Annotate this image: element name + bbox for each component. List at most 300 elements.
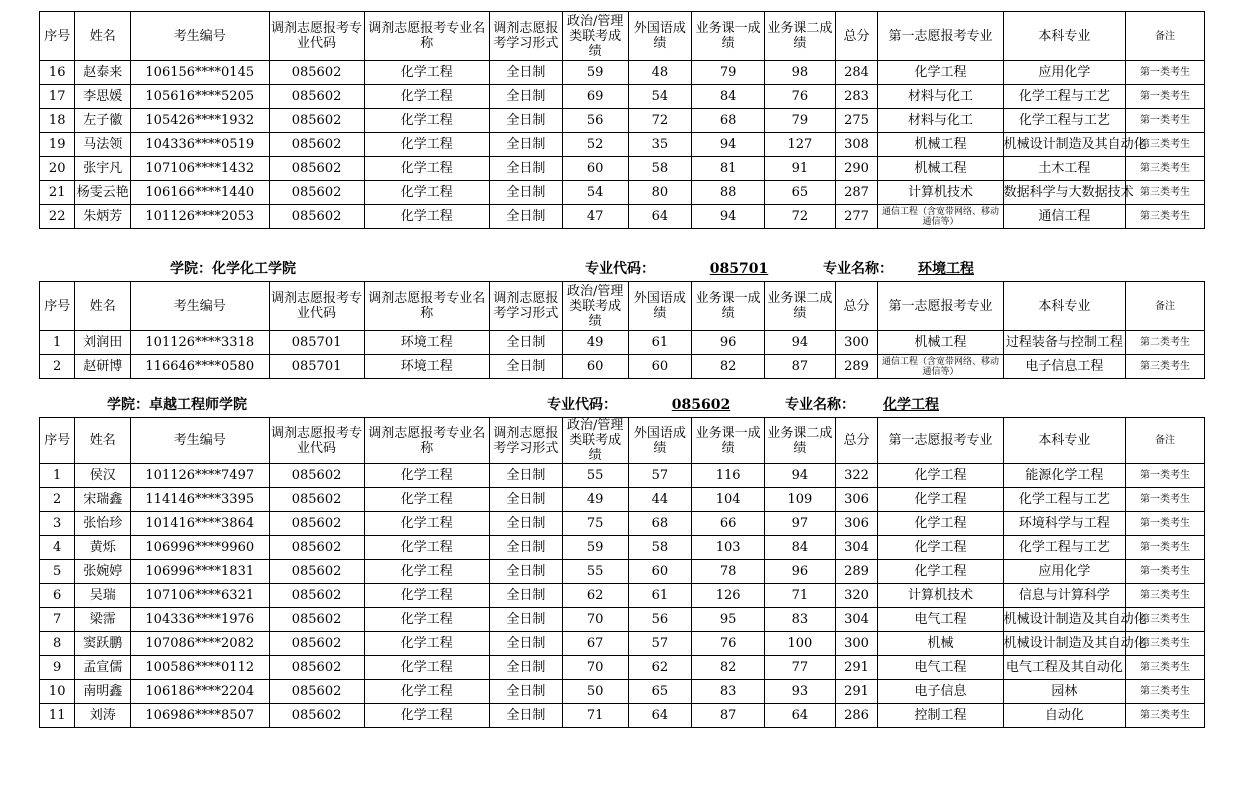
cell-foreign-language-score: 60: [628, 355, 692, 379]
table-header-row: [40, 12, 1205, 61]
cell-remark: 第三类考生: [1126, 584, 1205, 608]
header-major-name: 调剂志愿报考专业名称: [364, 282, 489, 331]
cell-exam-id: 106156****0145: [131, 61, 270, 85]
cell-total-score: 304: [835, 536, 877, 560]
cell-name: 吴瑞: [75, 584, 131, 608]
cell-undergrad-major: 电子信息工程: [1003, 355, 1125, 379]
cell-total-score: 308: [835, 133, 877, 157]
cell-course2-score: 127: [765, 133, 836, 157]
cell-remark: 第三类考生: [1126, 355, 1205, 379]
header-course2-score: 业务课二成绩: [765, 282, 836, 331]
cell-politics-score: 70: [562, 656, 628, 680]
cell-remark: 第三类考生: [1126, 205, 1205, 229]
cell-foreign-language-score: 48: [628, 61, 692, 85]
cell-exam-id: 101126****7497: [131, 464, 270, 488]
header-total-score: 总分: [835, 282, 877, 331]
cell-undergrad-major: 信息与计算科学: [1003, 584, 1125, 608]
cell-remark: 第二类考生: [1126, 331, 1205, 355]
cell-seq: 9: [40, 656, 75, 680]
cell-exam-id: 105426****1932: [131, 109, 270, 133]
cell-politics-score: 56: [562, 109, 628, 133]
cell-foreign-language-score: 58: [628, 536, 692, 560]
cell-first-choice-major: 电子信息: [878, 680, 1003, 704]
cell-seq: 18: [40, 109, 75, 133]
header-major-name: 调剂志愿报考专业名称: [364, 418, 489, 464]
cell-seq: 2: [40, 355, 75, 379]
cell-name: 赵研博: [75, 355, 131, 379]
cell-course1-score: 81: [692, 157, 765, 181]
cell-study-mode: 全日制: [489, 464, 562, 488]
cell-study-mode: 全日制: [489, 632, 562, 656]
cell-name: 黄烁: [75, 536, 131, 560]
cell-first-choice-major: 化学工程: [878, 488, 1003, 512]
cell-major-name: 化学工程: [364, 632, 489, 656]
cell-major-name: 化学工程: [364, 464, 489, 488]
cell-remark: 第三类考生: [1126, 680, 1205, 704]
admission-table-2: [39, 281, 1205, 379]
cell-remark: 第三类考生: [1126, 181, 1205, 205]
header-course2-score: 业务课二成绩: [765, 418, 836, 464]
cell-total-score: 287: [835, 181, 877, 205]
cell-politics-score: 67: [562, 632, 628, 656]
cell-name: 左子徽: [75, 109, 131, 133]
cell-foreign-language-score: 64: [628, 704, 692, 728]
table-row: [40, 61, 1205, 85]
cell-foreign-language-score: 57: [628, 464, 692, 488]
cell-seq: 21: [40, 181, 75, 205]
major-name-label: 专业名称：: [785, 397, 855, 413]
cell-undergrad-major: 能源化学工程: [1003, 464, 1125, 488]
cell-seq: 20: [40, 157, 75, 181]
cell-study-mode: 全日制: [489, 488, 562, 512]
cell-name: 杨雯云艳: [75, 181, 131, 205]
cell-major-code: 085602: [269, 205, 364, 229]
cell-name: 刘涛: [75, 704, 131, 728]
cell-remark: 第三类考生: [1126, 656, 1205, 680]
cell-name: 张宇凡: [75, 157, 131, 181]
cell-undergrad-major: 电气工程及其自动化: [1003, 656, 1125, 680]
cell-foreign-language-score: 54: [628, 85, 692, 109]
table-row: [40, 464, 1205, 488]
cell-first-choice-major: 机械工程: [878, 157, 1003, 181]
table-row: [40, 512, 1205, 536]
cell-remark: 第一类考生: [1126, 464, 1205, 488]
cell-remark: 第三类考生: [1126, 157, 1205, 181]
cell-major-code: 085602: [269, 488, 364, 512]
cell-major-name: 化学工程: [364, 109, 489, 133]
header-politics-score: 政治/管理类联考成绩: [562, 418, 628, 464]
cell-remark: 第一类考生: [1126, 61, 1205, 85]
table-row: [40, 704, 1205, 728]
header-total-score: 总分: [835, 12, 877, 61]
cell-course2-score: 94: [765, 464, 836, 488]
cell-name: 赵泰来: [75, 61, 131, 85]
header-study-mode: 调剂志愿报考学习形式: [489, 282, 562, 331]
cell-course2-score: 98: [765, 61, 836, 85]
cell-study-mode: 全日制: [489, 560, 562, 584]
cell-major-code: 085602: [269, 536, 364, 560]
cell-major-code: 085602: [269, 464, 364, 488]
cell-total-score: 290: [835, 157, 877, 181]
cell-exam-id: 105616****5205: [131, 85, 270, 109]
cell-politics-score: 59: [562, 61, 628, 85]
cell-major-code: 085602: [269, 632, 364, 656]
cell-major-name: 化学工程: [364, 680, 489, 704]
cell-remark: 第一类考生: [1126, 512, 1205, 536]
cell-study-mode: 全日制: [489, 584, 562, 608]
cell-name: 窦跃鹏: [75, 632, 131, 656]
cell-politics-score: 49: [562, 331, 628, 355]
header-major-code: 调剂志愿报考专业代码: [269, 418, 364, 464]
cell-major-name: 化学工程: [364, 488, 489, 512]
cell-exam-id: 114146****3395: [131, 488, 270, 512]
cell-remark: 第一类考生: [1126, 488, 1205, 512]
cell-politics-score: 60: [562, 355, 628, 379]
table-row: [40, 331, 1205, 355]
cell-seq: 19: [40, 133, 75, 157]
cell-first-choice-major: 计算机技术: [878, 181, 1003, 205]
cell-exam-id: 106186****2204: [131, 680, 270, 704]
header-major-name: 调剂志愿报考专业名称: [364, 12, 489, 61]
cell-course1-score: 78: [692, 560, 765, 584]
cell-name: 朱炳芳: [75, 205, 131, 229]
cell-remark: 第一类考生: [1126, 536, 1205, 560]
admission-table-1: [39, 11, 1205, 229]
table-row: [40, 85, 1205, 109]
cell-course2-score: 77: [765, 656, 836, 680]
major-name: 环境工程: [918, 261, 974, 277]
table-row: [40, 632, 1205, 656]
college-label: 学院：: [107, 397, 149, 413]
header-foreign-language-score: 外国语成绩: [628, 12, 692, 61]
cell-foreign-language-score: 64: [628, 205, 692, 229]
cell-exam-id: 106166****1440: [131, 181, 270, 205]
cell-major-code: 085602: [269, 181, 364, 205]
cell-name: 李思媛: [75, 85, 131, 109]
cell-foreign-language-score: 44: [628, 488, 692, 512]
header-first-choice-major: 第一志愿报考专业: [878, 418, 1003, 464]
cell-name: 梁霈: [75, 608, 131, 632]
cell-course1-score: 126: [692, 584, 765, 608]
cell-study-mode: 全日制: [489, 656, 562, 680]
cell-course1-score: 94: [692, 133, 765, 157]
header-first-choice-major: 第一志愿报考专业: [878, 12, 1003, 61]
cell-name: 侯汉: [75, 464, 131, 488]
cell-course1-score: 96: [692, 331, 765, 355]
cell-first-choice-major: 电气工程: [878, 656, 1003, 680]
cell-name: 马法领: [75, 133, 131, 157]
cell-first-choice-major: 计算机技术: [878, 584, 1003, 608]
cell-seq: 17: [40, 85, 75, 109]
cell-major-name: 化学工程: [364, 608, 489, 632]
table-row: [40, 157, 1205, 181]
cell-major-code: 085602: [269, 512, 364, 536]
college-label: 学院：: [170, 261, 212, 277]
cell-foreign-language-score: 56: [628, 608, 692, 632]
section-code-3: [547, 394, 967, 414]
cell-politics-score: 62: [562, 584, 628, 608]
cell-course1-score: 83: [692, 680, 765, 704]
cell-study-mode: 全日制: [489, 85, 562, 109]
cell-foreign-language-score: 61: [628, 331, 692, 355]
cell-total-score: 289: [835, 560, 877, 584]
cell-name: 张怡珍: [75, 512, 131, 536]
major-name-label: 专业名称：: [823, 261, 893, 277]
cell-first-choice-major: 化学工程: [878, 512, 1003, 536]
header-exam-id: 考生编号: [131, 418, 270, 464]
header-major-code: 调剂志愿报考专业代码: [269, 12, 364, 61]
cell-first-choice-major: 材料与化工: [878, 109, 1003, 133]
header-undergrad-major: 本科专业: [1003, 418, 1125, 464]
cell-first-choice-major: 通信工程（含宽带网络、移动通信等）: [878, 205, 1003, 229]
cell-undergrad-major: 园林: [1003, 680, 1125, 704]
cell-undergrad-major: 机械设计制造及其自动化: [1003, 608, 1125, 632]
cell-major-name: 化学工程: [364, 656, 489, 680]
cell-first-choice-major: 材料与化工: [878, 85, 1003, 109]
cell-course1-score: 84: [692, 85, 765, 109]
cell-major-name: 化学工程: [364, 85, 489, 109]
header-foreign-language-score: 外国语成绩: [628, 418, 692, 464]
cell-course2-score: 72: [765, 205, 836, 229]
cell-exam-id: 101416****3864: [131, 512, 270, 536]
header-politics-score: 政治/管理类联考成绩: [562, 282, 628, 331]
cell-total-score: 300: [835, 632, 877, 656]
cell-course1-score: 95: [692, 608, 765, 632]
cell-total-score: 275: [835, 109, 877, 133]
table-row: [40, 133, 1205, 157]
cell-foreign-language-score: 80: [628, 181, 692, 205]
section-heading-2: [170, 258, 296, 278]
cell-undergrad-major: 化学工程与工艺: [1003, 488, 1125, 512]
cell-major-name: 化学工程: [364, 584, 489, 608]
cell-study-mode: 全日制: [489, 355, 562, 379]
cell-first-choice-major: 化学工程: [878, 464, 1003, 488]
cell-exam-id: 107086****2082: [131, 632, 270, 656]
cell-foreign-language-score: 58: [628, 157, 692, 181]
table-row: [40, 205, 1205, 229]
cell-study-mode: 全日制: [489, 61, 562, 85]
cell-total-score: 300: [835, 331, 877, 355]
cell-name: 南明鑫: [75, 680, 131, 704]
cell-exam-id: 106996****1831: [131, 560, 270, 584]
header-exam-id: 考生编号: [131, 282, 270, 331]
major-code: 085602: [671, 397, 731, 413]
table-row: [40, 181, 1205, 205]
cell-major-code: 085602: [269, 656, 364, 680]
cell-major-name: 化学工程: [364, 181, 489, 205]
header-politics-score: 政治/管理类联考成绩: [562, 12, 628, 61]
cell-major-name: 化学工程: [364, 157, 489, 181]
cell-course1-score: 82: [692, 656, 765, 680]
cell-exam-id: 104336****0519: [131, 133, 270, 157]
cell-course1-score: 68: [692, 109, 765, 133]
cell-foreign-language-score: 57: [628, 632, 692, 656]
cell-exam-id: 104336****1976: [131, 608, 270, 632]
cell-major-code: 085602: [269, 85, 364, 109]
cell-total-score: 320: [835, 584, 877, 608]
header-seq: 序号: [40, 282, 75, 331]
section-code-2: [585, 258, 999, 278]
cell-seq: 2: [40, 488, 75, 512]
cell-exam-id: 116646****0580: [131, 355, 270, 379]
cell-exam-id: 107106****6321: [131, 584, 270, 608]
table-row: [40, 680, 1205, 704]
header-study-mode: 调剂志愿报考学习形式: [489, 418, 562, 464]
cell-seq: 6: [40, 584, 75, 608]
cell-major-name: 化学工程: [364, 704, 489, 728]
cell-study-mode: 全日制: [489, 608, 562, 632]
cell-foreign-language-score: 62: [628, 656, 692, 680]
header-name: 姓名: [75, 418, 131, 464]
header-total-score: 总分: [835, 418, 877, 464]
cell-major-code: 085602: [269, 560, 364, 584]
cell-seq: 8: [40, 632, 75, 656]
cell-undergrad-major: 土木工程: [1003, 157, 1125, 181]
cell-seq: 1: [40, 331, 75, 355]
cell-major-name: 化学工程: [364, 61, 489, 85]
cell-course2-score: 84: [765, 536, 836, 560]
major-name: 化学工程: [883, 397, 939, 413]
cell-major-code: 085602: [269, 109, 364, 133]
cell-course2-score: 93: [765, 680, 836, 704]
header-seq: 序号: [40, 12, 75, 61]
cell-politics-score: 54: [562, 181, 628, 205]
cell-study-mode: 全日制: [489, 157, 562, 181]
cell-first-choice-major: 化学工程: [878, 536, 1003, 560]
cell-undergrad-major: 通信工程: [1003, 205, 1125, 229]
cell-politics-score: 60: [562, 157, 628, 181]
header-undergrad-major: 本科专业: [1003, 12, 1125, 61]
cell-undergrad-major: 化学工程与工艺: [1003, 85, 1125, 109]
major-code: 085701: [709, 261, 769, 277]
header-name: 姓名: [75, 12, 131, 61]
cell-first-choice-major: 机械: [878, 632, 1003, 656]
cell-seq: 7: [40, 608, 75, 632]
cell-seq: 1: [40, 464, 75, 488]
cell-seq: 4: [40, 536, 75, 560]
cell-total-score: 284: [835, 61, 877, 85]
cell-name: 刘润田: [75, 331, 131, 355]
cell-study-mode: 全日制: [489, 704, 562, 728]
table-row: [40, 109, 1205, 133]
cell-course1-score: 104: [692, 488, 765, 512]
cell-study-mode: 全日制: [489, 205, 562, 229]
cell-first-choice-major: 机械工程: [878, 331, 1003, 355]
cell-study-mode: 全日制: [489, 680, 562, 704]
cell-course1-score: 88: [692, 181, 765, 205]
cell-major-code: 085602: [269, 680, 364, 704]
cell-first-choice-major: 通信工程（含宽带网络、移动通信等）: [878, 355, 1003, 379]
cell-course2-score: 87: [765, 355, 836, 379]
cell-study-mode: 全日制: [489, 512, 562, 536]
table-row: [40, 560, 1205, 584]
cell-seq: 10: [40, 680, 75, 704]
cell-major-code: 085701: [269, 331, 364, 355]
cell-total-score: 291: [835, 656, 877, 680]
cell-foreign-language-score: 65: [628, 680, 692, 704]
cell-total-score: 306: [835, 512, 877, 536]
cell-undergrad-major: 环境科学与工程: [1003, 512, 1125, 536]
cell-course2-score: 94: [765, 331, 836, 355]
cell-total-score: 277: [835, 205, 877, 229]
cell-total-score: 306: [835, 488, 877, 512]
table-row: [40, 536, 1205, 560]
header-name: 姓名: [75, 282, 131, 331]
cell-total-score: 286: [835, 704, 877, 728]
cell-major-code: 085602: [269, 584, 364, 608]
college-name: 化学化工学院: [212, 261, 296, 277]
cell-exam-id: 106986****8507: [131, 704, 270, 728]
cell-study-mode: 全日制: [489, 133, 562, 157]
cell-first-choice-major: 化学工程: [878, 61, 1003, 85]
cell-study-mode: 全日制: [489, 331, 562, 355]
header-remark: 备注: [1126, 12, 1205, 61]
cell-first-choice-major: 机械工程: [878, 133, 1003, 157]
cell-seq: 5: [40, 560, 75, 584]
cell-exam-id: 101126****2053: [131, 205, 270, 229]
cell-major-code: 085602: [269, 608, 364, 632]
cell-politics-score: 55: [562, 464, 628, 488]
cell-undergrad-major: 化学工程与工艺: [1003, 536, 1125, 560]
cell-exam-id: 107106****1432: [131, 157, 270, 181]
cell-study-mode: 全日制: [489, 181, 562, 205]
major-code-label: 专业代码：: [547, 397, 617, 413]
cell-remark: 第一类考生: [1126, 85, 1205, 109]
cell-politics-score: 59: [562, 536, 628, 560]
cell-course2-score: 71: [765, 584, 836, 608]
header-major-code: 调剂志愿报考专业代码: [269, 282, 364, 331]
cell-course2-score: 109: [765, 488, 836, 512]
table-header-row: [40, 418, 1205, 464]
cell-foreign-language-score: 68: [628, 512, 692, 536]
header-exam-id: 考生编号: [131, 12, 270, 61]
header-undergrad-major: 本科专业: [1003, 282, 1125, 331]
cell-politics-score: 52: [562, 133, 628, 157]
table-row: [40, 608, 1205, 632]
cell-politics-score: 69: [562, 85, 628, 109]
cell-remark: 第三类考生: [1126, 632, 1205, 656]
cell-remark: 第三类考生: [1126, 608, 1205, 632]
cell-politics-score: 47: [562, 205, 628, 229]
cell-name: 张婉婷: [75, 560, 131, 584]
cell-remark: 第一类考生: [1126, 109, 1205, 133]
cell-course2-score: 79: [765, 109, 836, 133]
header-seq: 序号: [40, 418, 75, 464]
cell-total-score: 291: [835, 680, 877, 704]
cell-course1-score: 79: [692, 61, 765, 85]
cell-major-name: 环境工程: [364, 355, 489, 379]
cell-course2-score: 83: [765, 608, 836, 632]
cell-total-score: 289: [835, 355, 877, 379]
cell-major-name: 化学工程: [364, 536, 489, 560]
cell-remark: 第三类考生: [1126, 133, 1205, 157]
section-heading-3: [107, 394, 247, 414]
cell-first-choice-major: 化学工程: [878, 560, 1003, 584]
cell-major-name: 化学工程: [364, 560, 489, 584]
cell-major-code: 085602: [269, 61, 364, 85]
table-row: [40, 656, 1205, 680]
cell-undergrad-major: 应用化学: [1003, 61, 1125, 85]
cell-foreign-language-score: 61: [628, 584, 692, 608]
cell-major-name: 化学工程: [364, 205, 489, 229]
cell-undergrad-major: 数据科学与大数据技术: [1003, 181, 1125, 205]
header-course1-score: 业务课一成绩: [692, 12, 765, 61]
cell-politics-score: 49: [562, 488, 628, 512]
cell-undergrad-major: 自动化: [1003, 704, 1125, 728]
college-name: 卓越工程师学院: [149, 397, 247, 413]
cell-study-mode: 全日制: [489, 536, 562, 560]
cell-major-code: 085602: [269, 157, 364, 181]
